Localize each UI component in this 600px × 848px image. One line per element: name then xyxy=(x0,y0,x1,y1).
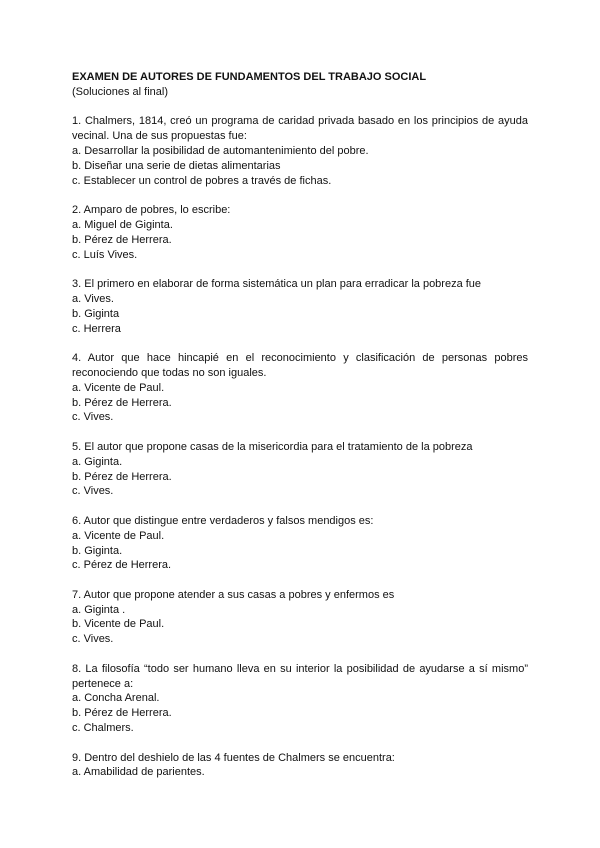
answer-option: c. Vives. xyxy=(72,411,114,424)
answer-option: c. Establecer un control de pobres a través de fichas. xyxy=(72,174,332,187)
question-text: 7. Autor que propone atender a sus casas a pobres y enfermos es xyxy=(72,588,395,601)
question-7 xyxy=(72,588,528,647)
question-2 xyxy=(72,203,528,262)
question-text: 1. Chalmers, 1814, creó un programa de caridad privada basado en los principios de ayuda vecinal. Una de sus propuestas fue: xyxy=(72,115,528,143)
answer-option: a. Giginta. xyxy=(72,455,123,468)
answer-option: c. Chalmers. xyxy=(72,722,134,735)
question-text: 9. Dentro del deshielo de las 4 fuentes de Chalmers se encuentra: xyxy=(72,751,395,764)
question-9 xyxy=(72,751,528,781)
document-content xyxy=(72,70,528,795)
answer-option: b. Pérez de Herrera. xyxy=(72,470,172,483)
answer-option: a. Miguel de Giginta. xyxy=(72,218,173,231)
answer-option: b. Giginta. xyxy=(72,544,123,557)
answer-option: a. Desarrollar la posibilidad de automantenimiento del pobre. xyxy=(72,144,369,157)
question-4 xyxy=(72,351,528,425)
answer-option: b. Pérez de Herrera. xyxy=(72,233,172,246)
document-title: EXAMEN DE AUTORES DE FUNDAMENTOS DEL TRABAJO SOCIAL xyxy=(72,71,427,83)
answer-option: c. Luís Vives. xyxy=(72,248,138,261)
question-text: 3. El primero en elaborar de forma sistemática un plan para erradicar la pobreza fue xyxy=(72,278,482,291)
answer-option: a. Vives. xyxy=(72,292,114,305)
answer-option: a. Amabilidad de parientes. xyxy=(72,766,205,779)
question-text: 6. Autor que distingue entre verdaderos y falsos mendigos es: xyxy=(72,514,374,527)
answer-option: b. Pérez de Herrera. xyxy=(72,396,172,409)
question-3 xyxy=(72,277,528,336)
answer-option: b. Pérez de Herrera. xyxy=(72,707,172,720)
answer-option: c. Herrera xyxy=(72,322,121,335)
question-1 xyxy=(72,114,528,188)
answer-option: a. Vicente de Paul. xyxy=(72,529,165,542)
question-text: 5. El autor que propone casas de la misericordia para el tratamiento de la pobreza xyxy=(72,440,473,453)
question-text: 2. Amparo de pobres, lo escribe: xyxy=(72,204,231,217)
question-5 xyxy=(72,440,528,499)
answer-option: c. Vives. xyxy=(72,485,114,498)
answer-option: c. Vives. xyxy=(72,633,114,646)
answer-option: b. Diseñar una serie de dietas alimentarias xyxy=(72,159,281,172)
answer-option: a. Vicente de Paul. xyxy=(72,381,165,394)
question-8 xyxy=(72,662,528,736)
answer-option: a. Concha Arenal. xyxy=(72,692,160,705)
answer-option: a. Giginta . xyxy=(72,603,126,616)
answer-option: b. Vicente de Paul. xyxy=(72,618,165,631)
question-6 xyxy=(72,514,528,573)
answer-option: c. Pérez de Herrera. xyxy=(72,559,172,572)
answer-option: b. Giginta xyxy=(72,307,120,320)
question-text: 4. Autor que hace hincapié en el reconocimiento y clasificación de personas pobres reconociendo que todas no son iguales. xyxy=(72,352,528,379)
question-text: 8. La filosofía “todo ser humano lleva en su interior la posibilidad de ayudarse a sí mismo” pertenece a: xyxy=(72,662,528,690)
document-subtitle: (Soluciones al final) xyxy=(72,85,168,98)
